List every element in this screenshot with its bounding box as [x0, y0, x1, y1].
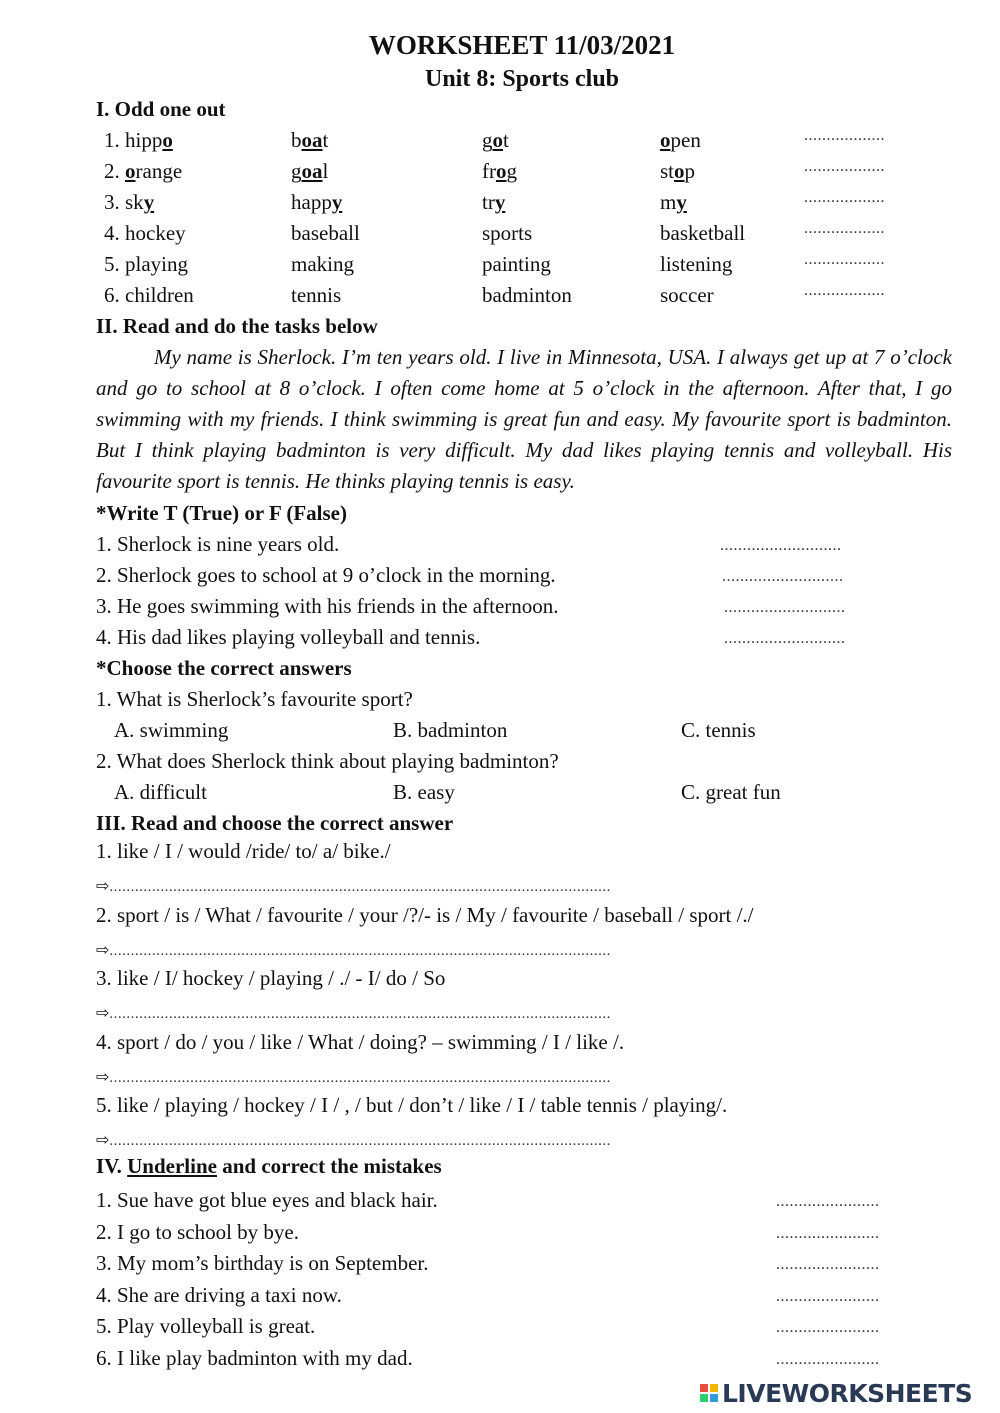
arrow-icon: ⇨ [96, 939, 110, 959]
underlined-letters: o [125, 159, 136, 183]
word-part: 6. children [104, 283, 194, 307]
worksheet-title: WORKSHEET 11/03/2021 [368, 30, 676, 60]
word-part: 3. sk [104, 190, 144, 214]
odd-word [660, 251, 732, 277]
answer-blank[interactable]: .................. [804, 189, 885, 206]
arrow-icon: ⇨ [96, 876, 110, 895]
odd-word [660, 220, 745, 246]
word-part: tennis [291, 283, 342, 307]
mistake-sentence[interactable]: 6. I like play badminton with my dad. [96, 1345, 413, 1370]
section-4-heading [96, 1153, 442, 1179]
odd-word [660, 158, 695, 184]
mc-option-2c[interactable]: C. great fun [681, 780, 781, 804]
answer-blank[interactable]: .................. [804, 127, 885, 144]
odd-word [291, 127, 328, 153]
logo-tiles-icon [700, 1384, 718, 1402]
odd-word [482, 158, 517, 184]
correction-blank[interactable]: ....................... [776, 1350, 880, 1368]
answer-line[interactable] [96, 871, 611, 900]
word-part: t [322, 128, 329, 152]
underlined-letters: oa [301, 159, 323, 183]
answer-line[interactable] [96, 1062, 611, 1091]
scrambled-sentence: 4. sport / do / you / like / What / doing? – swimming / I / like /. [96, 1029, 625, 1054]
word-part: g [506, 159, 517, 183]
tf-statement: 3. He goes swimming with his friends in the afternoon. [96, 594, 559, 618]
underlined-letters: o [492, 128, 503, 152]
underlined-letters: o [660, 128, 671, 152]
word-part: listening [660, 252, 733, 276]
answer-dots: ...................................................................................................................... [109, 879, 611, 895]
underlined-letters: y [494, 190, 506, 214]
word-part: st [660, 159, 675, 183]
answer-dots: ...................................................................................................................... [109, 1133, 611, 1149]
word-part: baseball [291, 221, 360, 245]
mistake-sentence[interactable]: 1. Sue have got blue eyes and black hair. [96, 1188, 438, 1212]
odd-word [291, 282, 341, 308]
mc-option-2b[interactable]: B. easy [393, 780, 455, 804]
answer-line[interactable] [96, 1125, 611, 1154]
underlined-letters: o [162, 128, 173, 152]
mc-question-2: 2. What does Sherlock think about playing badminton? [96, 749, 559, 773]
mc-option-1c[interactable]: C. tennis [681, 718, 756, 742]
word-part: t [503, 128, 509, 152]
odd-word [482, 127, 509, 153]
word-part: making [291, 252, 354, 276]
correction-blank[interactable]: ....................... [776, 1287, 880, 1305]
odd-word [291, 189, 342, 215]
odd-word [104, 127, 173, 153]
tf-statement: 4. His dad likes playing volleyball and tennis. [96, 625, 481, 649]
word-part: g [482, 128, 493, 152]
word-part: b [291, 128, 302, 152]
correction-blank[interactable]: ....................... [776, 1256, 880, 1273]
odd-word [660, 189, 687, 215]
correction-blank[interactable]: ....................... [776, 1319, 880, 1336]
section-2-heading: II. Read and do the tasks below [96, 314, 378, 338]
answer-line[interactable] [96, 998, 611, 1027]
logo-tile [700, 1394, 708, 1402]
odd-word [104, 220, 186, 246]
mistake-sentence[interactable]: 2. I go to school by bye. [96, 1219, 299, 1244]
answer-blank[interactable]: .................. [804, 158, 885, 175]
odd-word [482, 189, 505, 215]
scrambled-sentence: 5. like / playing / hockey / I / , / but / don’t / like / I / table tennis / playing/. [96, 1093, 728, 1117]
answer-blank[interactable]: .................. [804, 282, 885, 299]
mistake-sentence[interactable]: 4. She are driving a taxi now. [96, 1282, 342, 1307]
mistake-sentence[interactable]: 5. Play volleyball is great. [96, 1314, 316, 1338]
section-3-heading: III. Read and choose the correct answer [96, 811, 454, 835]
tf-answer-blank[interactable]: ........................... [720, 537, 842, 554]
odd-word [104, 158, 182, 184]
mc-option-2a[interactable]: A. difficult [114, 780, 207, 804]
mc-question-1: 1. What is Sherlock’s favourite sport? [96, 687, 413, 711]
word-part: l [322, 159, 329, 183]
mistake-sentence[interactable]: 3. My mom’s birthday is on September. [96, 1251, 429, 1275]
underlined-letters: o [496, 159, 507, 183]
odd-word [482, 282, 572, 308]
odd-word [291, 220, 360, 246]
word-part: pen [670, 128, 701, 152]
mc-option-1a[interactable]: A. swimming [114, 718, 229, 742]
scrambled-sentence: 2. sport / is / What / favourite / your /?/- is / My / favourite / baseball / sport /./ [96, 902, 754, 927]
word-part: 2. [104, 159, 125, 183]
word-part: soccer [660, 283, 714, 307]
logo-tile [710, 1394, 718, 1402]
tf-answer-blank[interactable]: ........................... [724, 630, 846, 647]
answer-line[interactable] [96, 935, 611, 964]
answer-dots: ...................................................................................................................... [109, 942, 611, 959]
section-4-heading-suffix: and correct the mistakes [216, 1154, 442, 1178]
odd-word [482, 251, 551, 277]
reading-passage: My name is Sherlock. I’m ten years old. I live in Minnesota, USA. I always get up at 7 o’clock and go to school at 8 o’clock. I often come home at 5 o’clock in the afternoon. After that, I go swimming with my friends. I think swimming is great fun and easy. My favourite sport is badminton. But I think playing badminton is very difficult. My dad likes playing tennis and volleyball. His favourite sport is tennis. He thinks playing tennis is easy. [96, 345, 952, 493]
word-part: 5. playing [104, 252, 188, 276]
word-part: happ [291, 190, 332, 214]
odd-word [660, 282, 714, 308]
tf-statement: 2. Sherlock goes to school at 9 o’clock in the morning. [96, 563, 556, 587]
odd-word [291, 158, 328, 184]
worksheet-subtitle: Unit 8: Sports club [424, 66, 620, 92]
word-part: tr [482, 190, 495, 214]
word-part: basketball [660, 221, 746, 245]
logo-tile [710, 1384, 718, 1392]
answer-blank[interactable]: .................. [804, 251, 885, 268]
tf-answer-blank[interactable]: ........................... [722, 568, 844, 585]
scrambled-sentence: 1. like / I / would /ride/ to/ a/ bike./ [96, 839, 391, 863]
word-part: 4. hockey [104, 221, 186, 245]
word-part: g [291, 159, 302, 183]
word-part: range [135, 159, 183, 183]
arrow-icon: ⇨ [96, 1130, 110, 1149]
section-1-heading: I. Odd one out [96, 97, 226, 121]
underlined-letters: y [676, 190, 687, 214]
logo-tile [700, 1384, 708, 1392]
arrow-icon: ⇨ [96, 1066, 110, 1086]
word-part: sports [482, 221, 533, 245]
underlined-letters: oa [301, 128, 323, 152]
word-part: fr [482, 159, 496, 183]
word-part: badminton [482, 283, 572, 307]
answer-dots: ...................................................................................................................... [109, 1069, 611, 1086]
word-part: m [660, 190, 677, 214]
liveworksheets-logo [700, 1378, 972, 1408]
tf-statement: 1. Sherlock is nine years old. [96, 532, 340, 556]
word-part: painting [482, 252, 551, 276]
odd-word [660, 127, 701, 153]
odd-word [482, 220, 532, 246]
word-part: 1. hipp [104, 128, 163, 152]
section-4-heading-prefix: IV. [96, 1154, 128, 1178]
answer-dots: ...................................................................................................................... [109, 1006, 611, 1022]
arrow-icon: ⇨ [96, 1003, 110, 1022]
correction-blank[interactable]: ....................... [776, 1193, 880, 1210]
mc-option-1b[interactable]: B. badminton [393, 718, 508, 742]
multiple-choice-heading: *Choose the correct answers [96, 656, 352, 680]
odd-word [104, 282, 194, 308]
true-false-heading: *Write T (True) or F (False) [96, 501, 347, 525]
section-4-heading-underline: Underline [127, 1154, 217, 1178]
tf-answer-blank[interactable]: ........................... [724, 599, 846, 616]
word-part: p [684, 159, 696, 183]
correction-blank[interactable]: ....................... [776, 1224, 880, 1242]
answer-blank[interactable]: .................. [804, 220, 885, 237]
logo-text: LIVEWORKSHEETS [722, 1378, 973, 1408]
scrambled-sentence: 3. like / I/ hockey / playing / ./ - I/ do / So [96, 966, 446, 990]
odd-word [104, 251, 188, 277]
underlined-letters: o [674, 159, 685, 183]
odd-word [291, 251, 354, 277]
underlined-letters: y [143, 190, 155, 214]
underlined-letters: y [331, 190, 343, 214]
odd-word [104, 189, 154, 215]
